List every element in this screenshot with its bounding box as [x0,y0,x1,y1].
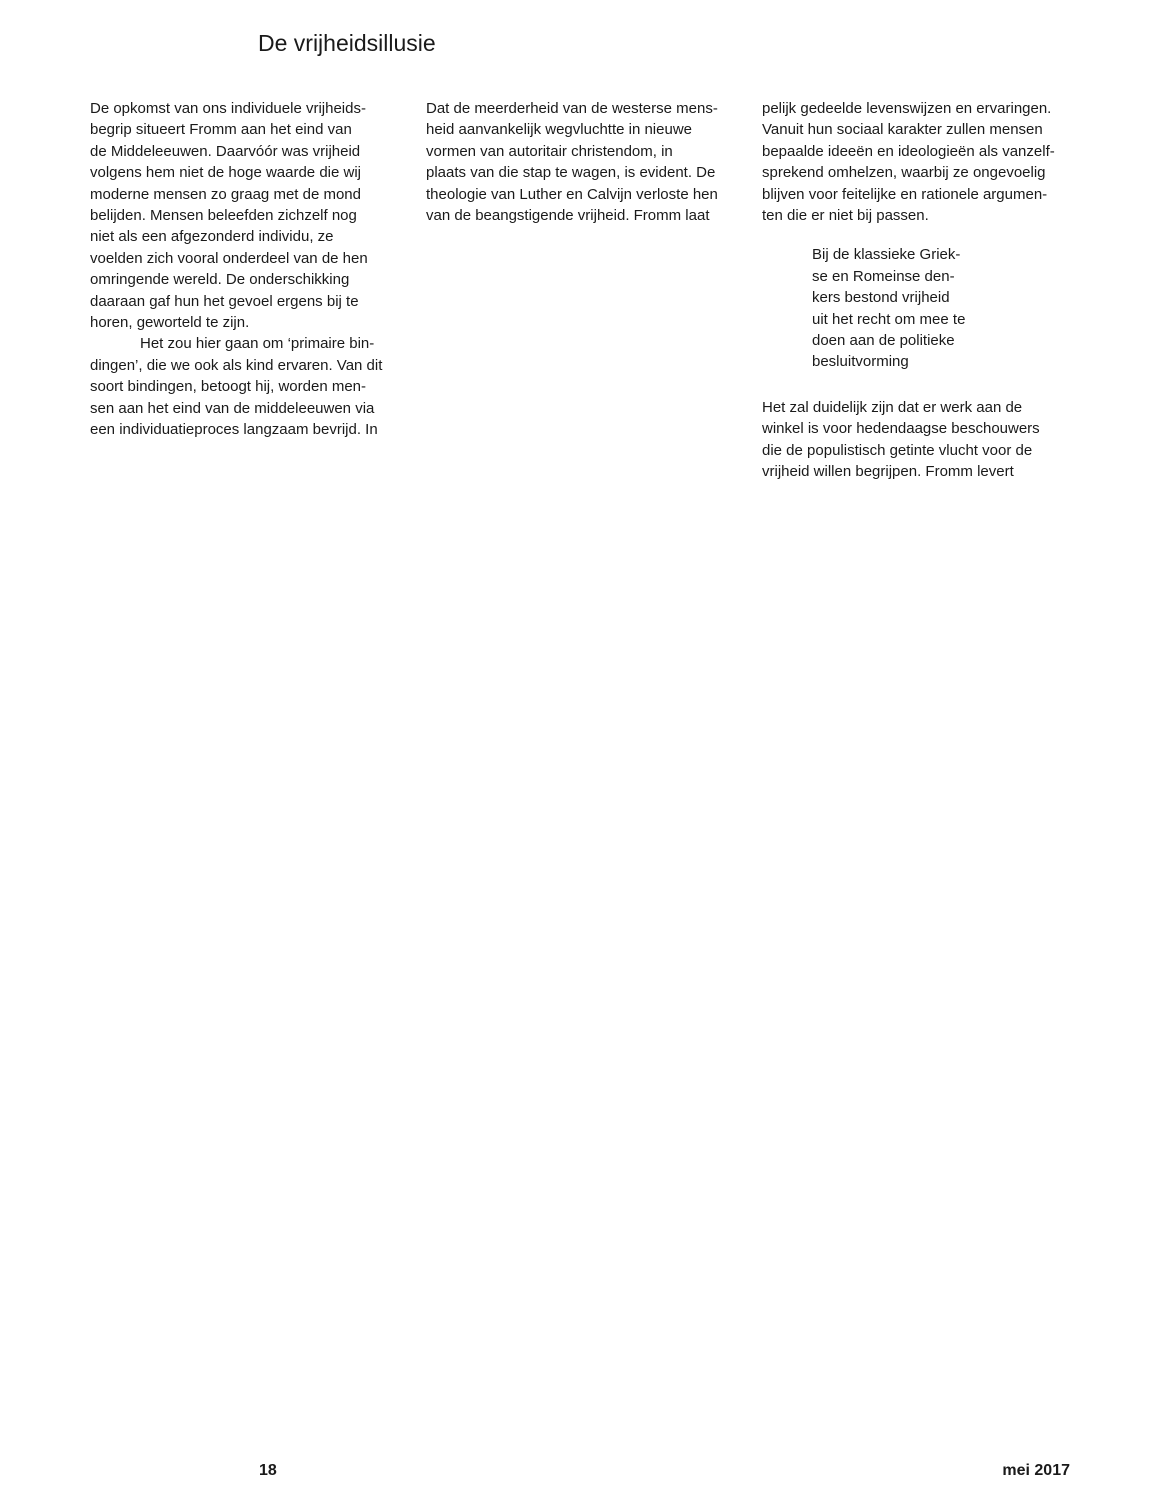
paragraph [762,98,1072,226]
text-line: begrip situeert Fromm aan het eind van [90,121,352,139]
text-line: sen aan het eind van de middeleeuwen via [90,399,375,417]
text-line: theologie van Luther en Calvijn verloste hen [426,185,718,203]
pull-quote-line: besluitvorming [812,353,909,371]
text-column-2 [426,98,742,226]
text-line: Het zou hier gaan om ‘primaire bin- [140,335,375,353]
paragraph [762,397,1072,483]
pull-quote [812,244,1072,372]
text-line: bepaalde ideeën en ideologieën als vanzelf- [762,142,1055,160]
pull-quote-line: Bij de klassieke Griek- [812,246,961,264]
text-line: dingen’, die we ook als kind ervaren. Van dit [90,356,383,374]
text-line: omringende wereld. De onderschikking [90,271,350,289]
text-line: pelijk gedeelde levenswijzen en ervaringen. [762,100,1052,117]
pull-quote-line: se en Romeinse den- [812,267,955,285]
text-line: ten die er niet bij passen. [762,207,929,225]
text-line: van de beangstigende vrijheid. Fromm laat [426,207,710,225]
text-column-1 [90,98,400,441]
pull-quote-line: doen aan de politieke [812,332,955,350]
pull-quote-line: kers bestond vrijheid [812,289,950,307]
text-line: moderne mensen zo graag met de mond [90,185,361,203]
text-line: voelden zich vooral onderdeel van de hen [90,249,368,267]
text-line: die de populistisch getinte vlucht voor de [762,441,1033,459]
page-number: 18 [259,1462,277,1479]
pull-quote-line: uit het recht om mee te [812,310,966,328]
text-line: soort bindingen, betoogt hij, worden men- [90,378,367,396]
text-line: horen, geworteld te zijn. [90,314,250,332]
text-line: niet als een afgezonderd individu, ze [90,228,334,246]
issue-date: mei 2017 [1002,1462,1070,1479]
paragraph [90,98,400,333]
running-header: De vrijheidsillusie [258,30,436,56]
text-line: heid aanvankelijk wegvluchtte in nieuwe [426,121,693,139]
text-line: belijden. Mensen beleefden zichzelf nog [90,207,357,225]
text-line: Dat de meerderheid van de westerse mens- [426,100,718,117]
text-line: vrijheid willen begrijpen. Fromm levert [762,463,1014,481]
text-line: de Middeleeuwen. Daarvóór was vrijheid [90,142,361,160]
paragraph [90,333,400,440]
text-line: sprekend omhelzen, waarbij ze ongevoelig [762,164,1046,182]
text-line: Vanuit hun sociaal karakter zullen mensen [762,121,1043,139]
text-line: vormen van autoritair christendom, in [426,142,673,160]
text-line: daaraan gaf hun het gevoel ergens bij te [90,292,359,310]
text-line: volgens hem niet de hoge waarde die wij [90,164,362,182]
paragraph [426,98,742,226]
text-line: blijven voor feitelijke en rationele argumen- [762,185,1048,203]
text-line: een individuatieproces langzaam bevrijd. In [90,421,378,439]
text-line: Het zal duidelijk zijn dat er werk aan de [762,398,1023,416]
text-line: winkel is voor hedendaagse beschouwers [762,420,1040,438]
text-line: De opkomst van ons individuele vrijheids- [90,100,366,117]
text-column-3 [762,98,1072,483]
text-line: plaats van die stap te wagen, is evident. De [426,164,716,182]
